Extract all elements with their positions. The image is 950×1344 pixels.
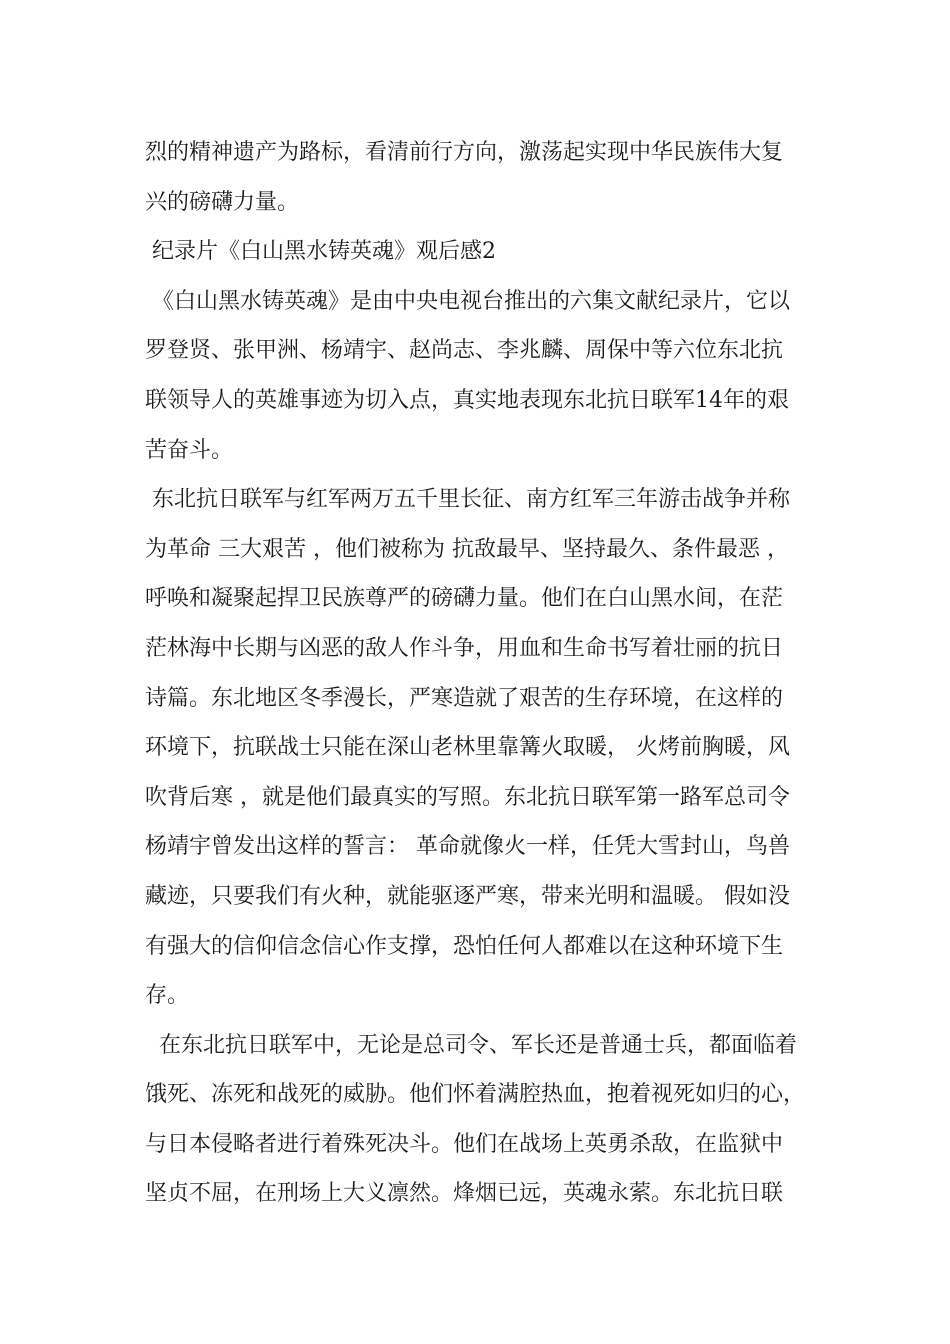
text-line: 诗篇。东北地区冬季漫长，严寒造就了艰苦的生存环境，在这样的 [145, 685, 784, 711]
text-line: 罗登贤、张甲洲、杨靖宇、赵尚志、李兆麟、周保中等六位东北抗 [145, 338, 784, 364]
text-line: 杨靖宇曾发出这样的誓言： 革命就像火一样，任凭大雪封山，鸟兽 [145, 834, 790, 860]
text-line: 茫林海中长期与凶恶的敌人作斗争，用血和生命书写着壮丽的抗日 [145, 635, 784, 661]
text-line: 存。 [145, 983, 190, 1009]
document-body [145, 128, 815, 1219]
text-line: 呼唤和凝聚起捍卫民族尊严的磅礴力量。他们在白山黑水间，在茫 [145, 586, 784, 612]
text-line: 为革命 三大艰苦 ，他们被称为 抗敌最早、坚持最久、条件最恶 ， [145, 536, 789, 562]
text-line: 饿死、冻死和战死的威胁。他们怀着满腔热血，抱着视死如归的心， [145, 1082, 806, 1108]
text-line: 有强大的信仰信念信心作支撑，恐怕任何人都难以在这种环境下生 [145, 933, 784, 959]
text-line: 联领导人的英雄事迹为切入点，真实地表现东北抗日联军14年的艰 [145, 387, 789, 413]
text-line: 与日本侵略者进行着殊死决斗。他们在战场上英勇杀敌，在监狱中 [145, 1131, 784, 1157]
text-line: 烈的精神遗产为路标，看清前行方向，激荡起实现中华民族伟大复 [145, 140, 784, 165]
text-line: 吹背后寒 ，就是他们最真实的写照。东北抗日联军第一路军总司令 [145, 784, 790, 810]
text-line: 环境下，抗联战士只能在深山老林里靠篝火取暖， 火烤前胸暖，风 [145, 735, 790, 761]
section-title: 纪录片《白山黑水铸英魂》观后感2 [145, 239, 496, 265]
text-line: 《白山黑水铸英魂》是由中央电视台推出的六集文献纪录片，它以 [145, 288, 790, 314]
text-line: 坚贞不屈，在刑场上大义凛然。烽烟已远，英魂永萦。东北抗日联 [145, 1181, 784, 1207]
text-line: 苦奋斗。 [145, 437, 234, 463]
text-line: 藏迹，只要我们有火种，就能驱逐严寒，带来光明和温暖。 假如没 [145, 883, 790, 909]
text-line: 在东北抗日联军中，无论是总司令、军长还是普通士兵，都面临着 [145, 1032, 797, 1058]
text-line: 兴的磅礴力量。 [145, 189, 300, 215]
text-line: 东北抗日联军与红军两万五千里长征、南方红军三年游击战争并称 [145, 487, 790, 513]
